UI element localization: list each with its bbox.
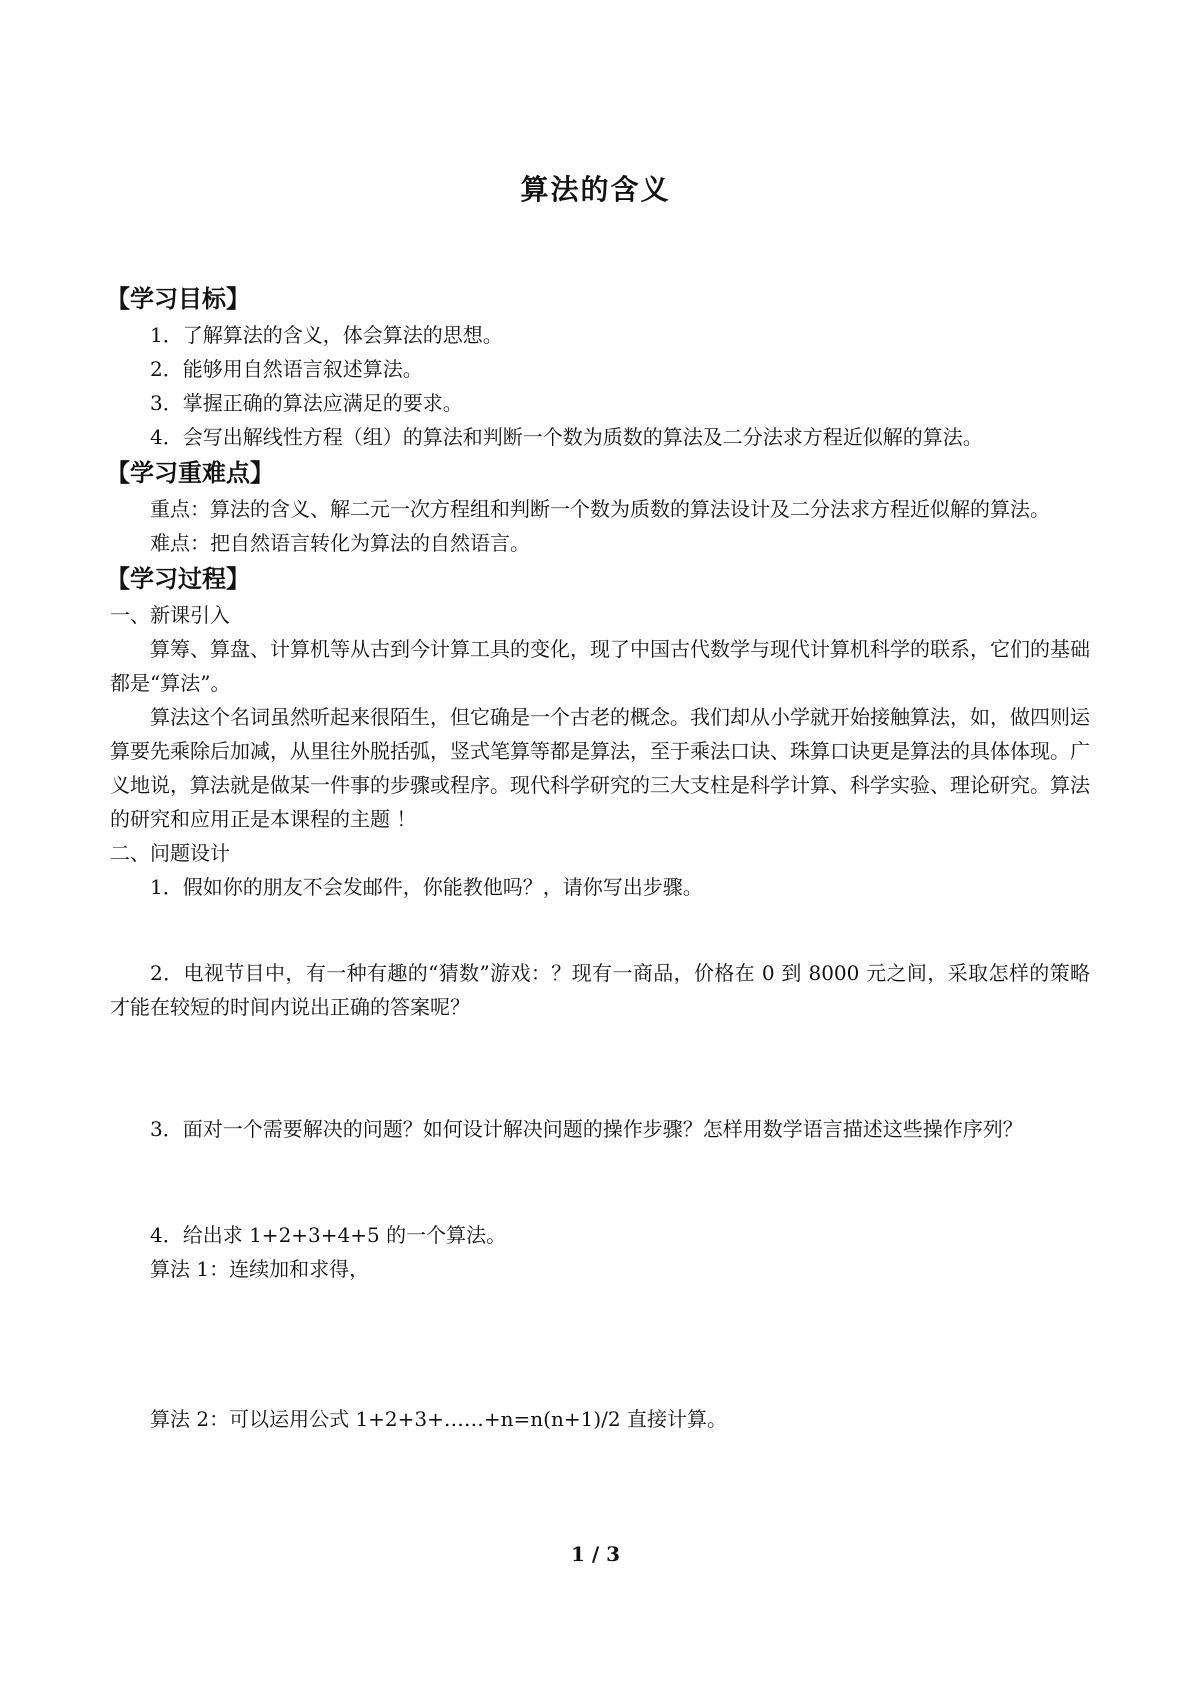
intro-paragraph-2: 算法这个名词虽然听起来很陌生，但它确是一个古老的概念。我们却从小学就开始接触算法，如，做四则运算要先乘除后加减，从里往外脱括弧，竖式笔算等都是算法，至于乘法口诀、珠算口诀更是算法的具体体现。广义地说，算法就是做某一件事的步骤或程序。现代科学研究的三大支柱是科学计算、科学实验、理论研究。算法的研究和应用正是本课程的主题 ！: [110, 705, 1090, 831]
objectives-heading: 【学习目标】: [106, 284, 250, 313]
key-point-difficulty: 难点：把自然语言转化为算法的自然语言。: [150, 531, 530, 555]
key-points-heading: 【学习重难点】: [106, 458, 274, 487]
objective-item-3: 3．掌握正确的算法应满足的要求。: [150, 391, 463, 415]
answer-space: [110, 1146, 1090, 1218]
key-point-focus: 重点：算法的含义、解二元一次方程组和判断一个数为质数的算法设计及二分法求方程近似解的算法。: [150, 497, 1050, 521]
answer-space: [110, 1286, 1090, 1402]
document-title: 算法的含义: [520, 173, 671, 206]
design-title: 二、问题设计: [110, 841, 230, 865]
question-4: 4．给出求 1+2+3+4+5 的一个算法。: [150, 1223, 507, 1247]
intro-paragraph-1: 算筹、算盘、计算机等从古到今计算工具的变化，现了中国古代数学与现代计算机科学的联系，它们的基础都是“算法”。: [110, 637, 1090, 695]
document-body: [106, 280, 1090, 1436]
objective-item-4: 4．会写出解线性方程（组）的算法和判断一个数为质数的算法及二分法求方程近似解的算法。: [150, 425, 983, 449]
question-1: 1．假如你的朋友不会发邮件，你能教他吗？，请你写出步骤。: [150, 875, 703, 899]
question-3: 3．面对一个需要解决的问题？如何设计解决问题的操作步骤？怎样用数学语言描述这些操作序列？: [150, 1117, 1023, 1141]
process-heading: 【学习过程】: [106, 564, 250, 593]
question-2: 2．电视节目中，有一种有趣的“猜数”游戏：？现有一商品，价格在 0 到 8000 元之间，采取怎样的策略才能在较短的时间内说出正确的答案呢？: [110, 961, 1090, 1019]
objective-item-2: 2．能够用自然语言叙述算法。: [150, 357, 423, 381]
algorithm-1: 算法 1：连续加和求得，: [150, 1257, 370, 1281]
answer-space: [110, 904, 1090, 956]
algorithm-2: 算法 2：可以运用公式 1+2+3+……+n=n(n+1)/2 直接计算。: [150, 1407, 727, 1431]
answer-space: [110, 1024, 1090, 1112]
intro-title: 一、新课引入: [110, 603, 230, 627]
page-number: 1 / 3: [570, 1542, 621, 1566]
objective-item-1: 1．了解算法的含义，体会算法的思想。: [150, 323, 503, 347]
